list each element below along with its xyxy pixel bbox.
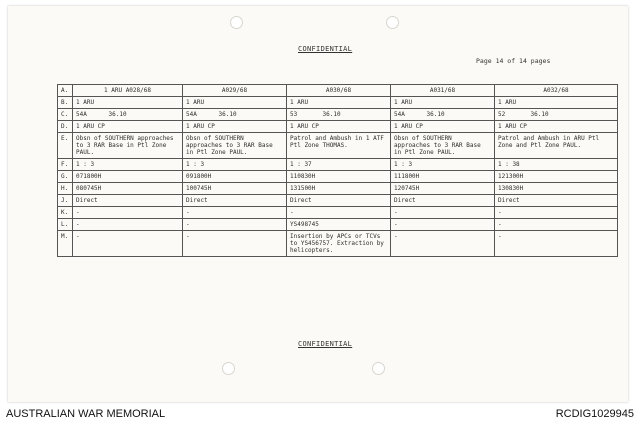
archive-footer	[0, 404, 640, 424]
table-cell: 1 ARU	[495, 97, 618, 109]
row-label: J.	[58, 195, 73, 207]
table-cell: 120745H	[391, 183, 495, 195]
table-cell: 52 36.10	[495, 109, 618, 121]
table-row	[58, 121, 618, 133]
table-cell: 1 ARU	[287, 97, 391, 109]
row-label: G.	[58, 171, 73, 183]
row-label: B.	[58, 97, 73, 109]
table-cell: 111800H	[391, 171, 495, 183]
table-cell: Patrol and Ambush in ARU Ptl Zone and Ptl Zone PAUL.	[495, 133, 618, 159]
table-cell: Obsn of SOUTHERN approaches to 3 RAR Base in Ptl Zone PAUL.	[73, 133, 183, 159]
table-cell: -	[287, 207, 391, 219]
table-cell: 110830H	[287, 171, 391, 183]
row-label: M.	[58, 231, 73, 257]
table-row	[58, 97, 618, 109]
table-cell: -	[73, 207, 183, 219]
table-row	[58, 207, 618, 219]
table-cell: 1 ARU CP	[183, 121, 287, 133]
classification-top: CONFIDENTIAL	[298, 45, 353, 53]
table-cell: -	[73, 219, 183, 231]
table-cell: -	[495, 207, 618, 219]
table-cell: 1 ARU	[183, 97, 287, 109]
table-cell: Obsn of SOUTHERN approaches to 3 RAR Base in Ptl Zone PAUL.	[391, 133, 495, 159]
column-header: 1 ARU A028/68	[73, 85, 183, 97]
row-label: H.	[58, 183, 73, 195]
table-cell: 54A 36.10	[183, 109, 287, 121]
punch-hole	[222, 362, 235, 375]
table-cell: 100745H	[183, 183, 287, 195]
table-cell: 1 : 38	[495, 159, 618, 171]
table-cell: 1 ARU	[391, 97, 495, 109]
punch-hole	[230, 16, 243, 29]
column-header: A032/68	[495, 85, 618, 97]
table-row	[58, 219, 618, 231]
table-cell: YS498745	[287, 219, 391, 231]
table-cell: -	[495, 219, 618, 231]
table-cell: -	[391, 219, 495, 231]
table-cell: Direct	[287, 195, 391, 207]
row-label: E.	[58, 133, 73, 159]
table-cell: Obsn of SOUTHERN approaches to 3 RAR Base in Ptl Zone PAUL.	[183, 133, 287, 159]
table-row	[58, 109, 618, 121]
table-cell: 1 : 3	[391, 159, 495, 171]
table-cell: Patrol and Ambush in 1 ATF Ptl Zone THOMAS.	[287, 133, 391, 159]
table-row	[58, 133, 618, 159]
row-label: D.	[58, 121, 73, 133]
row-label: A.	[58, 85, 73, 97]
table-cell: 1 ARU CP	[73, 121, 183, 133]
table-row	[58, 183, 618, 195]
classification-bottom: CONFIDENTIAL	[298, 340, 353, 348]
table-cell: 131500H	[287, 183, 391, 195]
table-cell: 1 : 37	[287, 159, 391, 171]
table-cell: 1 ARU	[73, 97, 183, 109]
table-cell: 071800H	[73, 171, 183, 183]
table-cell: 1 ARU CP	[391, 121, 495, 133]
table-row	[58, 195, 618, 207]
table-cell: 130830H	[495, 183, 618, 195]
serial-table	[57, 84, 618, 257]
row-label: F.	[58, 159, 73, 171]
archive-name: AUSTRALIAN WAR MEMORIAL	[6, 408, 166, 420]
table-cell: -	[391, 207, 495, 219]
table-cell: Insertion by APCs or TCVs to YS456757. Extraction by helicopters.	[287, 231, 391, 257]
table-row	[58, 159, 618, 171]
table-cell: -	[183, 231, 287, 257]
archive-reference: RCDIG1029945	[555, 408, 634, 420]
table-cell: 1 ARU CP	[287, 121, 391, 133]
table-cell: -	[183, 219, 287, 231]
table-cell: 53 36.10	[287, 109, 391, 121]
table-row	[58, 231, 618, 257]
table-cell: 121300H	[495, 171, 618, 183]
column-header: A031/68	[391, 85, 495, 97]
row-label: L.	[58, 219, 73, 231]
row-label: K.	[58, 207, 73, 219]
table-row	[58, 85, 618, 97]
table-cell: -	[495, 231, 618, 257]
table-cell: Direct	[391, 195, 495, 207]
table-cell: 1 : 3	[73, 159, 183, 171]
table-cell: -	[183, 207, 287, 219]
table-cell: -	[73, 231, 183, 257]
table-cell: 1 ARU CP	[495, 121, 618, 133]
punch-hole	[386, 16, 399, 29]
table-cell: 54A 36.10	[73, 109, 183, 121]
column-header: A029/68	[183, 85, 287, 97]
table-cell: -	[391, 231, 495, 257]
table-row	[58, 171, 618, 183]
table-cell: Direct	[495, 195, 618, 207]
row-label: C.	[58, 109, 73, 121]
table-cell: 080745H	[73, 183, 183, 195]
table-cell: 1 : 3	[183, 159, 287, 171]
table-cell: Direct	[73, 195, 183, 207]
punch-hole	[372, 362, 385, 375]
table-cell: 54A 36.10	[391, 109, 495, 121]
table-cell: Direct	[183, 195, 287, 207]
column-header: A030/68	[287, 85, 391, 97]
table-cell: 091800H	[183, 171, 287, 183]
page-number: Page 14 of 14 pages	[476, 57, 551, 65]
